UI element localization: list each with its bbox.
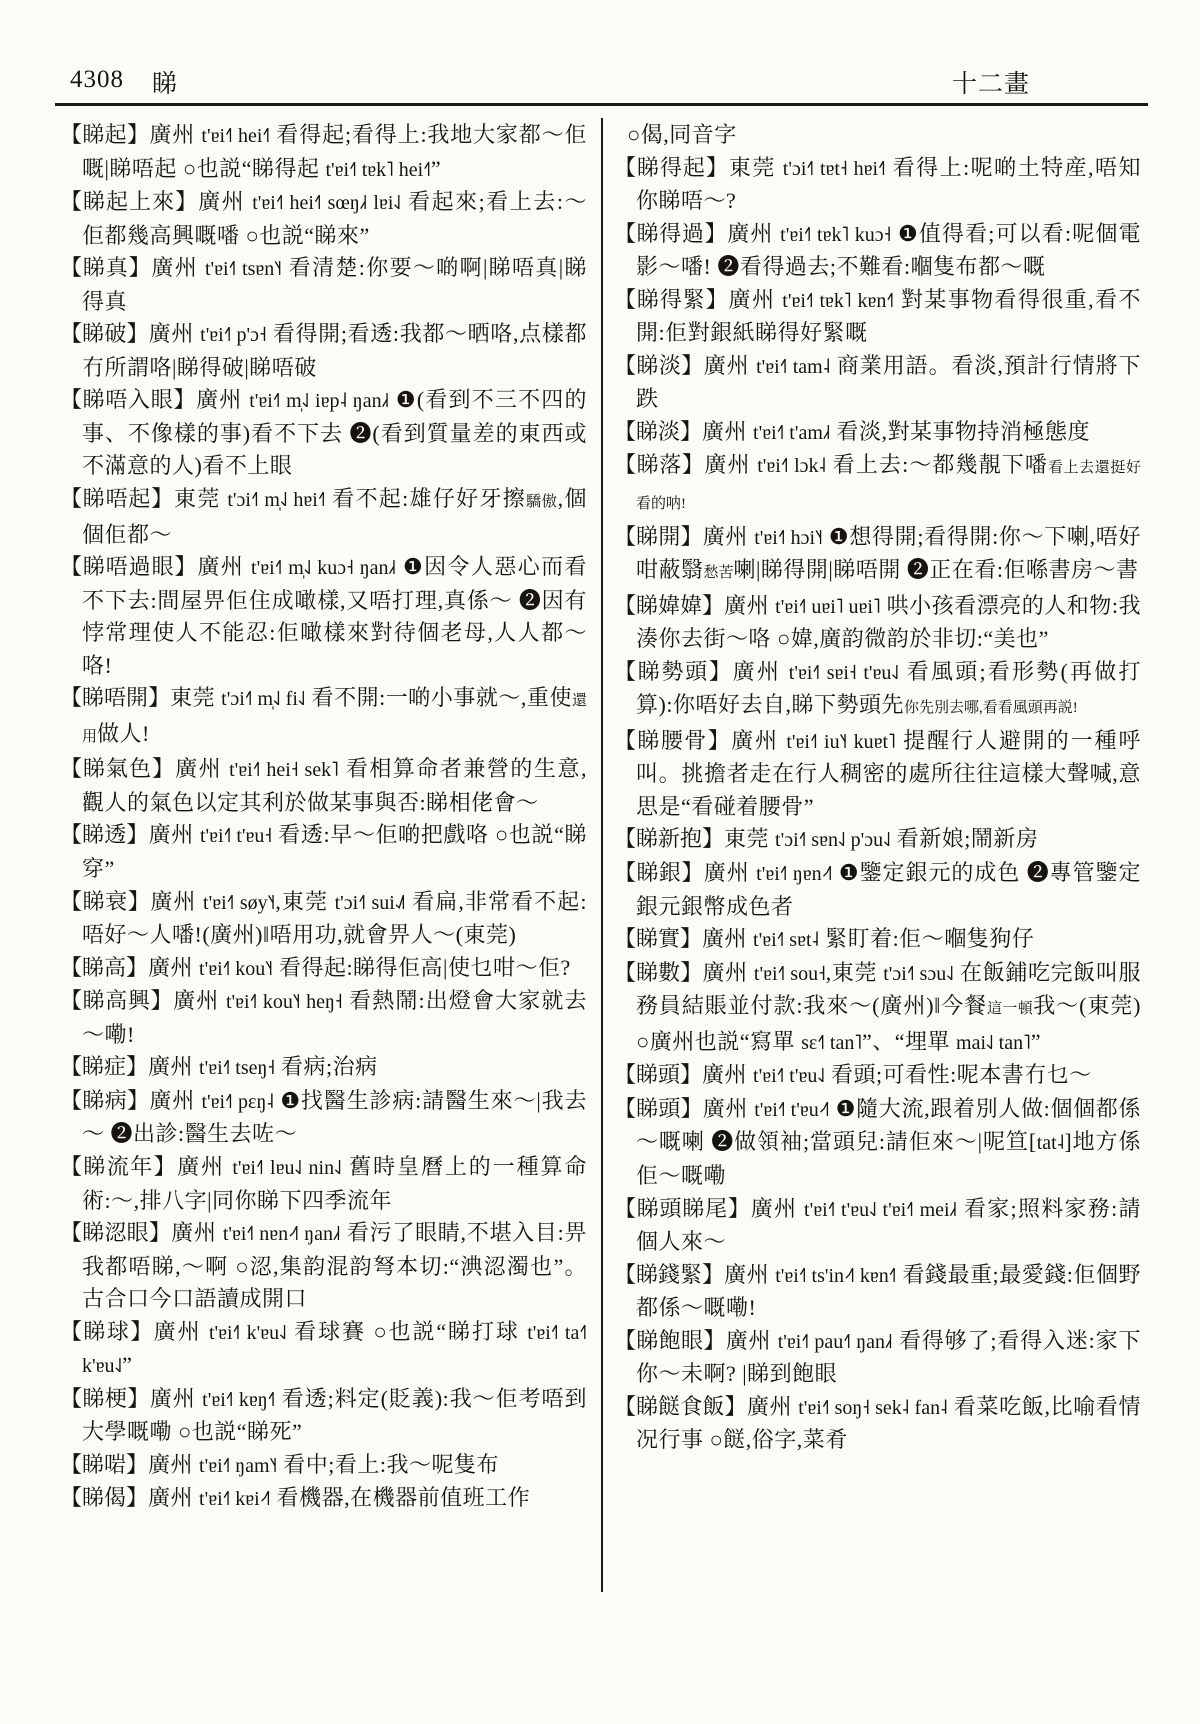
definition-text: 廣州: [702, 1062, 754, 1088]
entry-headword: 【睇症】: [60, 1054, 149, 1080]
definition-text: 廣州: [703, 352, 757, 378]
definition-text: 廣州: [750, 1195, 805, 1221]
dictionary-entry: [60, 1217, 587, 1316]
definition-text: 看清楚:你要～啲啊|睇唔真|睇得真: [82, 255, 587, 314]
definition-text: 東莞: [170, 685, 222, 711]
entry-headword: 【睇透】: [60, 822, 149, 848]
definition-text: 東莞: [173, 486, 228, 512]
definition-text: 廣州: [703, 860, 757, 886]
gloss-small: 還用: [82, 693, 587, 745]
pronunciation: t'ɐi˧˥ lɔk˨: [757, 455, 827, 478]
pronunciation: t'ɐi˧˥ t'am˩˧: [753, 421, 831, 444]
definition-text: ❶鑒定銀元的成色 ❷專管鑒定銀元銀幣成色者: [636, 860, 1141, 919]
definition-text: 看得起;看得上:我地大家都～佢嘅|睇唔起 ○也説“睇得起: [82, 122, 587, 181]
definition-text: 廣州: [149, 122, 202, 147]
definition-text: 東莞: [728, 154, 783, 180]
dictionary-entry: [60, 952, 587, 986]
pronunciation: t'ɐi˧˥ kou˥˧ heŋ˧: [225, 991, 343, 1014]
definition-text: 看起來;看上去:～佢都幾高興嘅噃 ○也説“睇來”: [82, 189, 587, 248]
gloss-small: 看上去還挺好看的呐!: [636, 460, 1141, 513]
dictionary-entry: [60, 886, 587, 952]
definition-text: 看得開;看透:我都～晒咯,点樣都冇所謂咯|睇得破|睇唔破: [82, 321, 587, 380]
pronunciation: t'ɐi˧˥ kɐi˨˧˥: [199, 1488, 271, 1511]
entry-headword: 【睇飽眼】: [614, 1327, 726, 1353]
entry-headword: 【睇唔起】: [60, 486, 174, 512]
entry-headword: 【睇起】: [60, 122, 150, 147]
right-column: [614, 119, 1141, 1457]
pronunciation: t'ɐi˧˥ hei˧ sek˥: [229, 759, 339, 782]
dictionary-entry: [60, 1316, 587, 1383]
pronunciation: t'ɐi˧˥ m̩˨˩ iɐp˨ ŋan˩˧: [249, 390, 390, 413]
definition-text: 看菜吃飯,比喻看情况行事 ○餸,俗字,菜肴: [636, 1393, 1141, 1453]
entry-headword: 【睇開】: [614, 523, 703, 549]
pronunciation: t'ɐi˧˥ t'ɐu˨˧˥: [754, 1098, 830, 1121]
definition-text: 廣州: [148, 822, 200, 848]
pronunciation: t'ɐi˧˥ pau˧˥ ŋan˩˧: [777, 1330, 893, 1353]
definition-text: 看機器,在機器前值班工作: [270, 1485, 531, 1511]
definition-text: 做人!: [97, 720, 150, 746]
definition-text: 廣州: [150, 888, 204, 914]
definition-text: 看扁,非常看不起:唔好～人噃!(廣州)‖唔用功,就會畀人～(東莞): [82, 888, 587, 948]
definition-text: 廣州: [148, 1054, 200, 1080]
entry-headword: 【睇球】: [60, 1318, 154, 1344]
definition-text: 在飯鋪吃完飯叫服務員結賬並付款:我來～(廣州)‖今餐: [636, 959, 1141, 1019]
dictionary-entry: [614, 1193, 1141, 1259]
definition-text: 看新娘;鬧新房: [890, 826, 1039, 852]
definition-text: 看錢最重;最愛錢:佢個野都係～嘅嘞!: [636, 1261, 1141, 1321]
definition-text: 看家;照料家務:請個人來～: [636, 1195, 1141, 1255]
dictionary-entry: [60, 483, 587, 551]
entry-headword: 【睇唔入眼】: [60, 387, 197, 413]
definition-text: 廣州: [198, 189, 253, 215]
pronunciation: t'ɐi˧˥ t'ɐu˧: [199, 825, 273, 848]
entry-headword: 【睇頭】: [614, 1062, 703, 1088]
definition-text: 看得够了;看得入迷:家下你～未啊? |睇到飽眼: [636, 1327, 1141, 1387]
dictionary-entry: [614, 656, 1141, 725]
entry-headword: 【睇餸食飯】: [614, 1393, 747, 1419]
dictionary-entry: [60, 985, 587, 1051]
gloss-small: 這一頓: [987, 1001, 1034, 1018]
dictionary-entry: [60, 753, 587, 819]
definition-text: 看熱鬧:出燈會大家就去～嘞!: [82, 988, 587, 1047]
header-rule: [55, 103, 1148, 106]
definition-text: 喇|睇得開|睇唔開 ❷正在看:佢喺書房～書: [733, 557, 1139, 583]
definition-text: ”、“埋單: [862, 1028, 957, 1054]
entry-headword: 【睇唔開】: [60, 685, 171, 711]
pronunciation: t'ɐi˧˥ hei˧˥: [201, 125, 271, 147]
dictionary-entry: [60, 318, 587, 384]
pronunciation: t'ɐi˧˥ iu˥˧ kuɐt˥: [786, 730, 896, 753]
dictionary-entry: [614, 152, 1141, 218]
definition-text: ,東莞: [275, 888, 335, 914]
pronunciation: t'ɐi˧˥ sɐt˨: [753, 929, 820, 952]
definition-text: 廣州: [153, 1318, 209, 1344]
pronunciation: t'ɐi˧˥ tsɐn˥˧: [204, 258, 282, 281]
entry-headword: 【睇流年】: [60, 1153, 178, 1179]
definition-text: 舊時皇曆上的一種算命術:～,排八字|同你睇下四季流年: [82, 1153, 587, 1213]
definition-text: 商業用語。看淡,預計行情將下跌: [636, 352, 1141, 412]
stroke-section-label: 十二畫: [952, 71, 1031, 98]
dictionary-entry: [60, 1085, 587, 1151]
definition-text: 廣州: [731, 727, 787, 753]
pronunciation: t'ɐi˧˥ lɐu˨˩ nin˨˩: [232, 1156, 342, 1179]
entry-headword: 【睇錢緊】: [614, 1261, 725, 1287]
entry-headword: 【睇梗】: [60, 1385, 150, 1411]
pronunciation: t'ɐi˧˥ tɐk˥ kuɔ˧: [780, 223, 892, 246]
dictionary-entry: [614, 590, 1141, 656]
definition-text: 廣州: [148, 1451, 200, 1477]
definition-text: 廣州: [171, 1220, 223, 1246]
entry-headword: 【睇高】: [60, 954, 149, 980]
dictionary-entry: [614, 823, 1141, 857]
entry-headword: 【睇衰】: [60, 888, 151, 914]
dictionary-entry: [60, 682, 587, 753]
pronunciation: t'ɐi˧˥ pɛŋ˨: [201, 1090, 274, 1113]
dictionary-entry: [614, 218, 1141, 284]
dictionary-entry: [614, 725, 1141, 824]
definition-text: 看得起:睇得佢高|使乜咁～佢?: [272, 954, 571, 980]
entry-headword: 【睇氣色】: [60, 756, 176, 782]
dictionary-entry: [614, 284, 1141, 350]
pronunciation: t'ɐi˧˥ ŋɐn˨˧˥: [756, 863, 833, 886]
pronunciation: t'ɐi˧˥ hei˧˥ sœŋ˩˧ lɐi˨˩: [252, 192, 402, 215]
definition-text: ”: [430, 155, 442, 181]
pronunciation: t'ɐi˧˥ tɐk˥ hei˧˥: [325, 158, 431, 181]
pronunciation: t'ɐi˧˥ k'ɐu˨˩: [208, 1321, 287, 1344]
entry-headword: 【睇媁媁】: [614, 592, 725, 618]
pronunciation: t'ɔi˧˥ m̩˨˩ fi˨˩: [221, 688, 306, 711]
definition-text: 廣州: [149, 1385, 203, 1411]
definition-text: 哄小孩看漂亮的人和物:我湊你去街～咯 ○媁,廣韵微韵於非切:“美也”: [636, 592, 1141, 652]
gloss-small: 驕傲: [526, 494, 558, 511]
dictionary-entry: [60, 1151, 587, 1217]
entry-headword: 【睇真】: [60, 255, 152, 281]
entry-headword: 【睇銀】: [614, 860, 704, 886]
entry-continuation: [614, 119, 1141, 152]
pronunciation: t'ɐi˧˥ tɐk˥ kɐn˧˥: [782, 289, 894, 312]
dictionary-entry: [60, 186, 587, 252]
definition-text: 廣州: [148, 321, 201, 347]
entry-headword: 【睇破】: [60, 321, 149, 347]
definition-text: ❶(看到不三不四的事、不像樣的事)看不下去 ❷(看到質量差的東西或不滿意的人)看不上眼: [82, 387, 587, 479]
definition-text: ❶想得開;看得開:你～下喇,唔好咁蔽翳: [636, 523, 1141, 583]
pronunciation: t'ɐi˧˥ soŋ˧ sek˨ fan˨: [798, 1396, 948, 1419]
definition-text: 看污了眼睛,不堪入目:畀我都唔睇,～啊 ○涊,集韵混韵弩本切:“淟涊濁也”。古合口今口語讀成開口: [82, 1220, 587, 1312]
definition-text: 廣州: [177, 1153, 233, 1179]
pronunciation: t'ɔi˧˥ sui˨˩˥: [334, 891, 406, 914]
guide-character: 睇: [152, 71, 179, 98]
definition-text: 對某事物看得很重,看不開:佢對銀紙睇得好緊嘅: [636, 286, 1141, 346]
definition-text: ,東莞: [825, 959, 884, 985]
dictionary-entry: [614, 521, 1141, 590]
dictionary-entry: [60, 1482, 587, 1516]
definition-text: 廣州: [173, 988, 226, 1014]
definition-text: 看上去:～都幾靚下噃: [826, 452, 1048, 478]
pronunciation: t'ɐi˧˥ t'ɐu˨˩ t'ɐi˧˥ mei˩˧: [804, 1198, 958, 1221]
pronunciation: t'ɐi˧˥ søy˥˧: [203, 891, 276, 914]
definition-text: ❶找醫生診病:請醫生來～|我去～ ❷出診:醫生去咗～: [82, 1087, 587, 1147]
definition-text: 廣州: [702, 959, 754, 985]
pronunciation: tat˨: [1036, 1132, 1065, 1155]
pronunciation: t'ɔi˧˥ sɔu˨˩: [883, 962, 954, 985]
definition-text: 廣州: [702, 1095, 755, 1121]
definition-text: 廣州: [724, 592, 776, 618]
entry-headword: 【睇勢頭】: [614, 658, 733, 684]
definition-text: 廣州: [151, 255, 205, 281]
pronunciation: t'ɐi˧˥ p'ɔ˧: [200, 324, 267, 347]
pronunciation: t'ɐi˧˥ uɐi˥ uɐi˥: [775, 595, 881, 618]
definition-text: 看病;治病: [275, 1054, 378, 1080]
definition-text: 看頭;可看性:呢本書冇乜～: [824, 1062, 1092, 1088]
definition-text: 東莞: [724, 826, 776, 852]
dictionary-entry: [614, 1325, 1141, 1391]
pronunciation: t'ɔi˧˥ tɐt˧ hɐi˧˥: [782, 157, 886, 180]
definition-text: ”: [1030, 1028, 1042, 1054]
entry-headword: 【睇落】: [614, 452, 705, 478]
entry-headword: 【睇病】: [60, 1087, 150, 1113]
entry-headword: 【睇啱】: [60, 1451, 149, 1477]
entry-headword: 【睇數】: [614, 959, 703, 985]
entry-headword: 【睇起上來】: [60, 189, 199, 215]
definition-text: ]地方係佢～嘅嘞: [636, 1129, 1141, 1188]
definition-text: 看球賽 ○也説“睇打球: [286, 1318, 528, 1344]
definition-text: 我～(東莞) ○廣州也説“寫單: [636, 993, 1141, 1054]
pronunciation: t'ɐi˧˥ sɐi˧ t'ɐu˨˩: [788, 661, 900, 684]
definition-text: 廣州: [175, 756, 230, 782]
definition-text: 看透:早～佢啲把戲咯 ○也説“睇穿”: [82, 822, 587, 882]
entry-headword: 【睇頭】: [614, 1095, 703, 1121]
dictionary-entry: [60, 1449, 587, 1483]
definition-text: ,個個佢都～: [82, 486, 587, 547]
entry-headword: 【睇高興】: [60, 988, 174, 1014]
pronunciation: t'ɐi˧˥ ŋam˥˧: [199, 1454, 278, 1477]
column-divider: [601, 118, 603, 1592]
entry-headword: 【睇腰骨】: [614, 727, 732, 753]
dictionary-entry: [60, 1051, 587, 1085]
definition-text: ❶隨大流,跟着別人做:個個都係～嘅喇 ❷做領袖;當頭兒:請佢來～|呢笪[: [636, 1095, 1141, 1155]
dictionary-entry: [614, 416, 1141, 450]
definition-text: 廣州: [732, 658, 789, 684]
pronunciation: t'ɐi˧˥ m̩˨˩ kuɔ˧ ŋan˩˧: [251, 557, 397, 580]
pronunciation: t'ɐi˧˥ hɔi˥˧: [754, 526, 823, 549]
definition-text: 看不起:雄仔好牙擦: [325, 486, 527, 512]
definition-text: 廣州: [149, 1087, 202, 1113]
definition-text: 廣州: [148, 1485, 200, 1511]
definition-text: 看相算命者兼營的生意,觀人的氣色以定其利於做某事與否:睇相佬會～: [82, 756, 587, 815]
definition-text: 廣州: [728, 286, 783, 312]
pronunciation: t'ɐi˧˥ tam˨: [756, 355, 831, 378]
gloss-small: 愁苦: [703, 565, 734, 582]
pronunciation: mai˨˩ tan˥: [956, 1031, 1031, 1054]
definition-text: 廣州: [746, 1393, 799, 1419]
pronunciation: t'ɐi˧˥ nɐn˨˧˥ ŋan˩˧: [222, 1223, 341, 1246]
definition-text: 廣州: [702, 523, 755, 549]
dictionary-entry: [614, 449, 1141, 520]
pronunciation: sɛ˧˥ tan˥: [801, 1031, 862, 1054]
entry-headword: 【睇新抱】: [614, 826, 725, 852]
dictionary-entry: [60, 551, 587, 682]
definition-text: 緊盯着:佢～嗰隻狗仔: [819, 926, 1035, 952]
left-column: [60, 119, 587, 1516]
definition-text: 廣州: [197, 554, 252, 580]
entry-headword: 【睇得起】: [614, 154, 729, 180]
definition-text: 廣州: [702, 418, 754, 444]
pronunciation: t'ɐi˧˥ ta˧˥ k'ɐu˨˩: [82, 1321, 587, 1378]
definition-text: 廣州: [148, 954, 200, 980]
definition-text: 廣州: [704, 452, 758, 478]
dictionary-entry: [614, 1391, 1141, 1457]
definition-text: 廣州: [196, 387, 250, 413]
entry-headword: 【睇實】: [614, 926, 703, 952]
entry-headword: 【睇唔過眼】: [60, 554, 198, 580]
pronunciation: t'ɐi˧˥ t'ɐu˨˩: [753, 1065, 825, 1088]
definition-text: 看淡,對某事物持消極態度: [830, 418, 1091, 444]
definition-text: ”: [122, 1352, 133, 1378]
definition-text: 看得上:呢啲土特産,唔知你睇唔～?: [636, 154, 1141, 214]
definition-text: 看不開:一啲小事就～,重使: [305, 685, 572, 711]
dictionary-entry: [60, 1383, 587, 1449]
dictionary-entry: [60, 384, 587, 483]
definition-text: 廣州: [725, 1327, 778, 1353]
pronunciation: t'ɐi˧˥ sou˧: [753, 962, 826, 985]
definition-text: ❶因令人惡心而看不下去:間屋畀佢住成噉樣,又唔打理,真係～ ❷因有悖常理使人不能忍:佢噉樣來對待個老母,人人都～咯!: [82, 554, 587, 678]
pronunciation: t'ɐi˧˥ tseŋ˧: [199, 1057, 276, 1080]
definition-text: 提醒行人避開的一種呼叫。挑擔者走在行人稠密的處所往往這樣大聲喊,意思是“看碰着腰骨”: [636, 727, 1141, 819]
entry-headword: 【睇涊眼】: [60, 1220, 172, 1246]
entry-headword: 【睇淡】: [614, 418, 703, 444]
page-number: 4308: [70, 66, 124, 93]
dictionary-entry: [614, 1059, 1141, 1093]
dictionary-entry: [614, 857, 1141, 923]
definition-text: 廣州: [727, 220, 781, 246]
dictionary-entry: [614, 1259, 1141, 1325]
pronunciation: t'ɐi˧˥ kɐŋ˧˥: [202, 1388, 276, 1411]
pronunciation: t'ɐi˧˥ kou˥˧: [199, 957, 273, 980]
definition-text: 廣州: [724, 1261, 776, 1287]
definition-text: ○偈,同音字: [627, 122, 737, 147]
definition-text: 廣州: [702, 926, 754, 952]
pronunciation: t'ɔi˧˥ m̩˨˩ hɐi˧˥: [227, 489, 326, 512]
dictionary-entry: [60, 252, 587, 318]
dictionary-entry: [60, 819, 587, 885]
entry-headword: 【睇得過】: [614, 220, 728, 246]
dictionary-entry: [614, 1093, 1141, 1193]
pronunciation: t'ɔi˧˥ sɐn˨˩ p'ɔu˨˩: [775, 829, 891, 852]
entry-headword: 【睇得緊】: [614, 286, 729, 312]
gloss-small: 你先別去哪,看看風頭再説!: [903, 700, 1078, 717]
entry-headword: 【睇頭睇尾】: [614, 1195, 751, 1221]
entry-headword: 【睇淡】: [614, 352, 704, 378]
definition-text: 看風頭;看形勢(再做打算):你唔好去自,睇下勢頭先: [636, 658, 1141, 718]
pronunciation: t'ɐi˧˥ ts'in˨˧˥ kɐn˧˥: [775, 1264, 897, 1287]
dictionary-entry: [614, 923, 1141, 957]
dictionary-entry: [60, 119, 587, 186]
definition-text: 看透;料定(貶義):我～佢考唔到大學嘅嘞 ○也説“睇死”: [82, 1385, 587, 1445]
definition-text: 看中;看上:我～呢隻布: [277, 1451, 499, 1477]
dictionary-entry: [614, 957, 1141, 1060]
dictionary-entry: [614, 350, 1141, 416]
entry-headword: 【睇偈】: [60, 1485, 149, 1511]
definition-text: ❶值得看;可以看:呢個電影～噃! ❷看得過去;不難看:嗰隻布都～嘅: [636, 220, 1141, 280]
